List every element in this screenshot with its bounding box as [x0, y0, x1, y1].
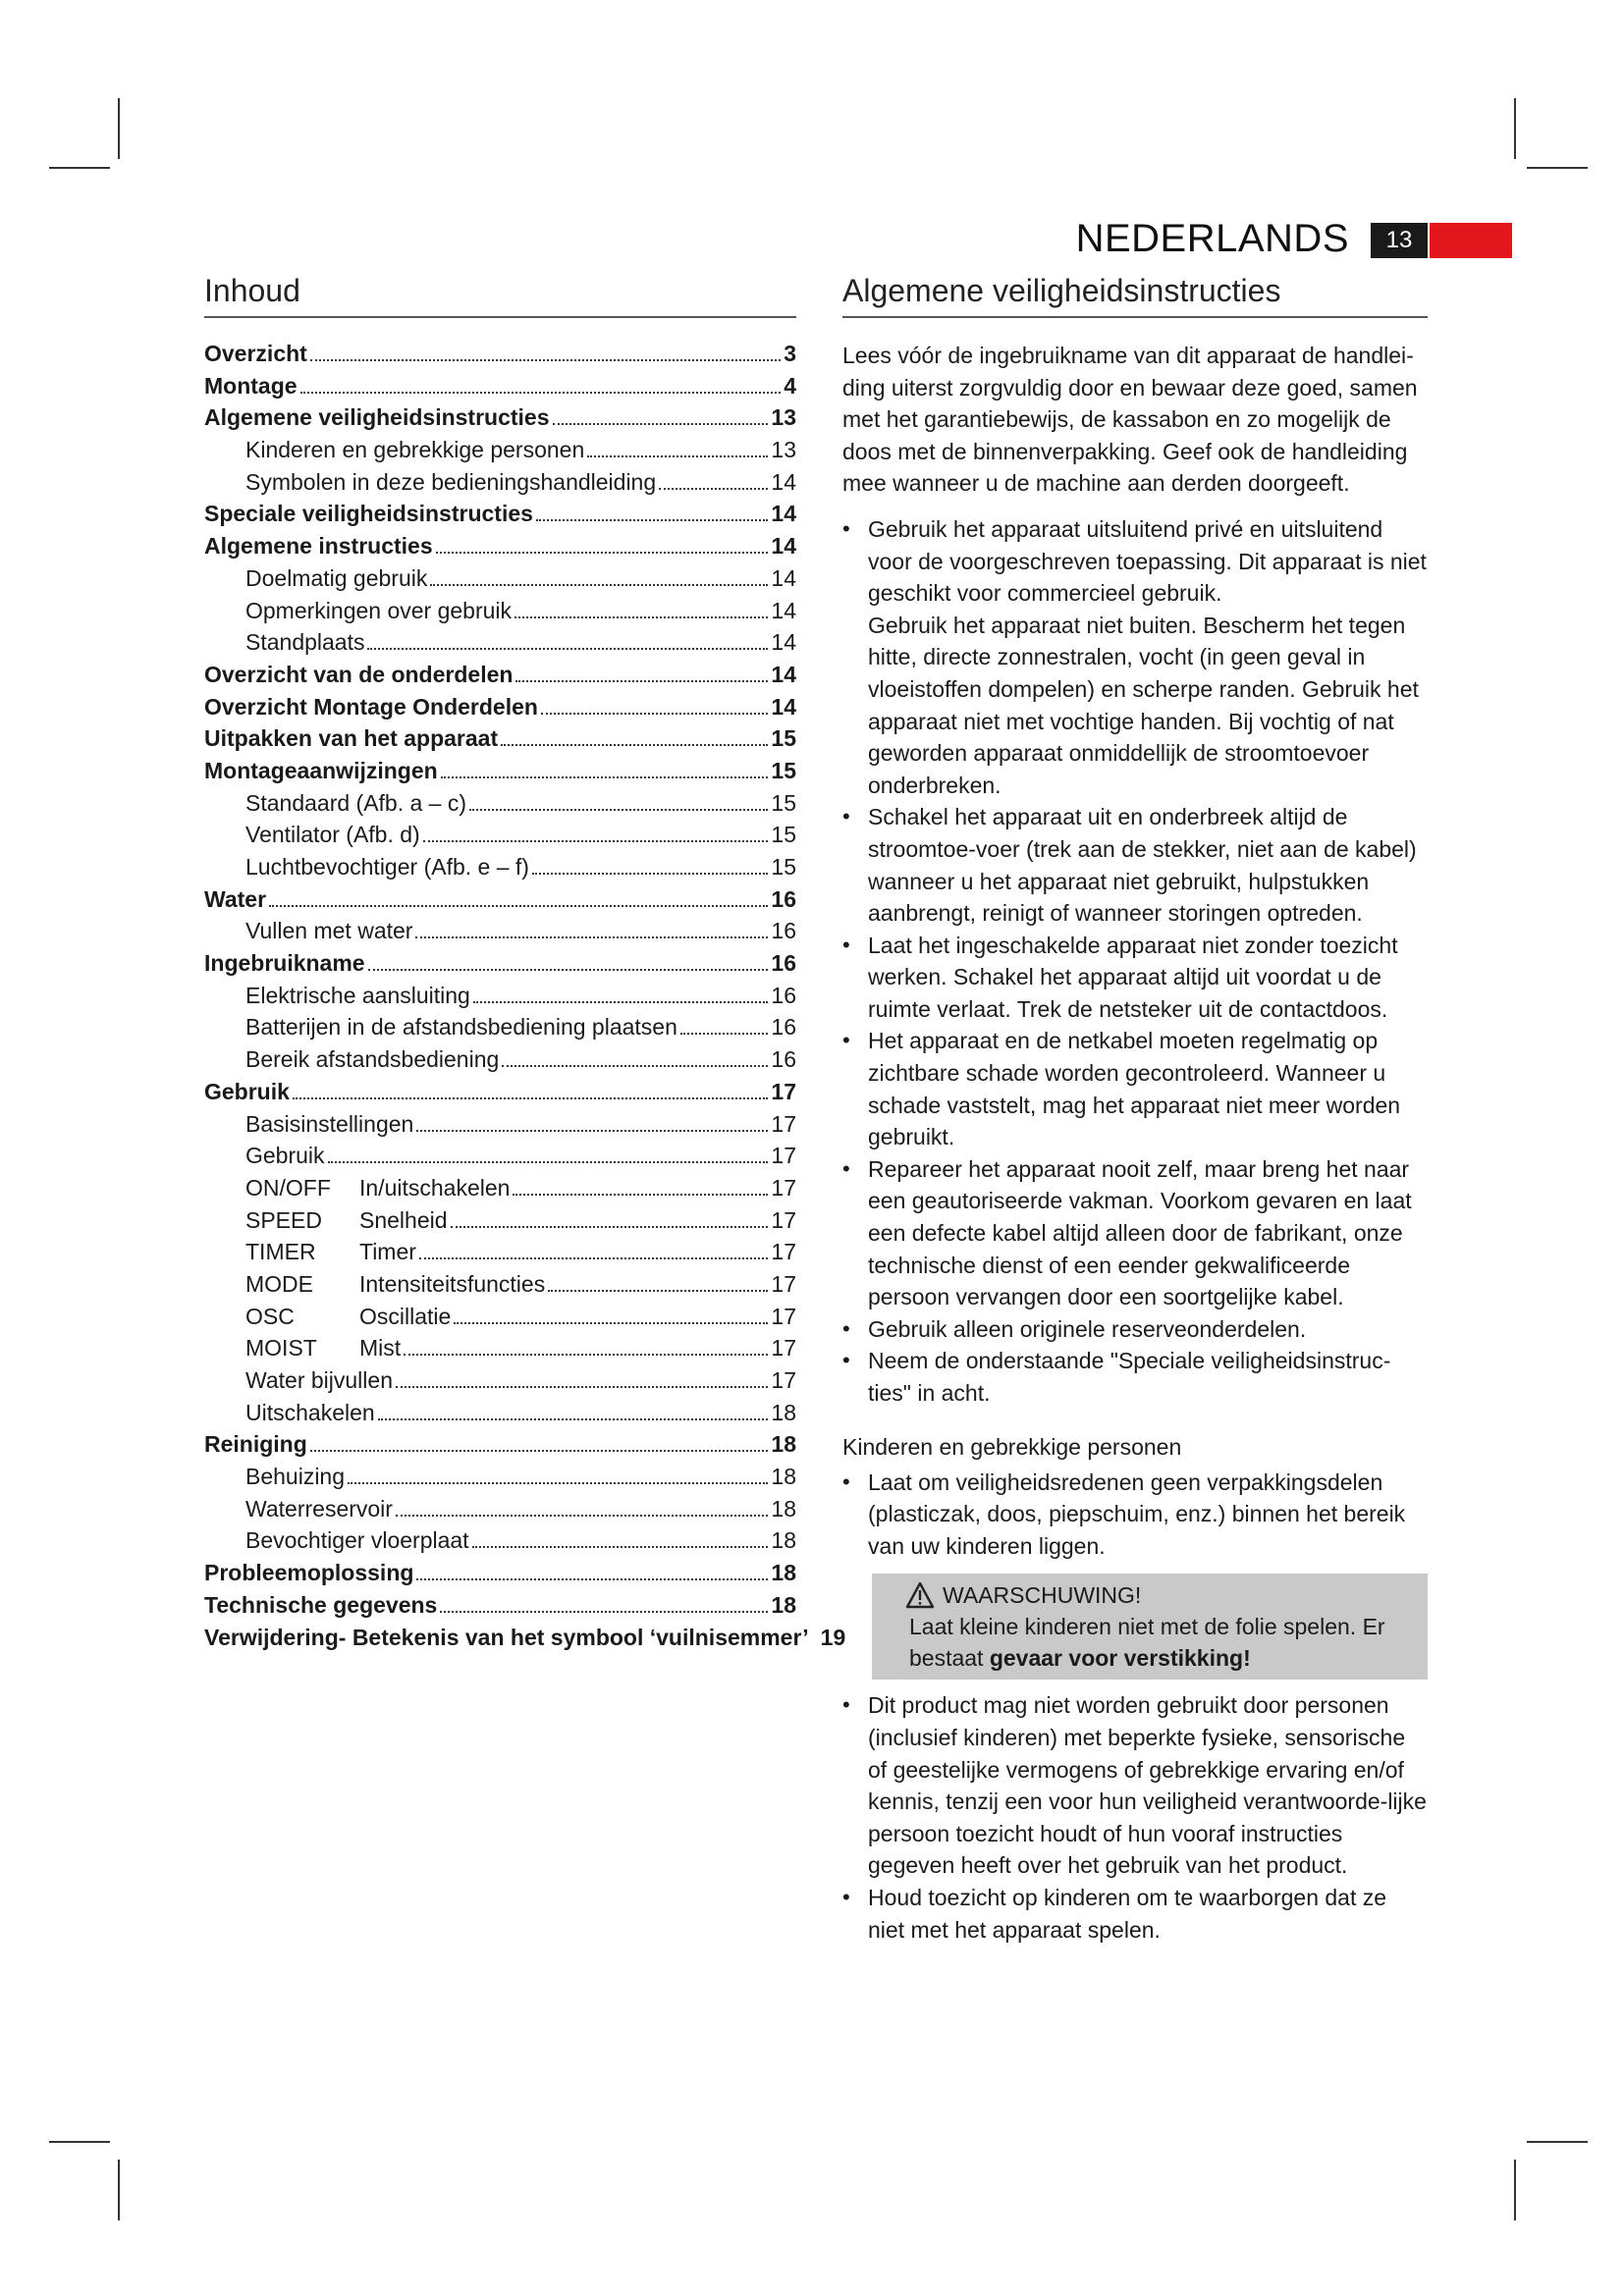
toc-leader: [472, 1546, 769, 1548]
toc-page-number: 18: [771, 1560, 796, 1586]
language-header: [1075, 217, 1512, 261]
toc-entry: [204, 595, 796, 627]
toc-entry-code: ON/OFF: [245, 1174, 331, 1201]
toc-page-number: 3: [784, 341, 796, 366]
toc-leader: [368, 969, 769, 971]
toc-entry: [204, 980, 796, 1012]
toc-leader: [454, 1322, 768, 1324]
toc-page-number: 4: [784, 372, 796, 399]
toc-entry: [204, 1301, 796, 1333]
list-item: • Repareer het apparaat nooit zelf, maar breng het naar een geautoriseerde vakman. Voorkom gevaren en laat een defecte kabel altijd alleen door de fabrikant, onze technische dienst of een eender gekwalificeerde persoon vervangen door een soortgelijke kabel.: [842, 1153, 1428, 1313]
list-item: • Schakel het apparaat uit en onderbreek altijd de stroomtoe-voer (trek aan de stekker, niet aan de kabel) wanneer u het apparaat niet gebruikt, hulpstukken aanbrengt, reinigt of wanneer storingen optreden.: [842, 801, 1428, 929]
toc-leader: [587, 455, 768, 457]
toc-leader: [501, 744, 768, 746]
toc-page-number: 18: [771, 1399, 796, 1425]
toc-entry-label: Overzicht Montage Onderdelen: [204, 693, 538, 720]
toc-page-number: 17: [771, 1303, 796, 1329]
toc-leader: [502, 1065, 768, 1067]
safety-title: Algemene veiligheidsinstructies: [842, 271, 1428, 318]
toc-leader: [310, 1450, 769, 1452]
toc-entry-label: Algemene veiligheidsinstructies: [204, 404, 550, 431]
safety-bullets: [842, 513, 1428, 1410]
toc-page-number: 17: [771, 1078, 796, 1104]
toc-leader: [396, 1515, 768, 1517]
toc-page-number: 17: [771, 1206, 796, 1233]
toc-entry: [204, 1524, 796, 1557]
list-item: • Het apparaat en de netkabel moeten regelmatig op zichtbare schade worden gecontroleerd. Wanneer u schade vaststelt, mag het apparaat niet meer worden gebruikt.: [842, 1025, 1428, 1152]
toc-entry: [204, 1493, 796, 1525]
toc-entry: [204, 659, 796, 691]
list-item: • Neem de onderstaande "Speciale veiligheidsinstruc-ties" in acht.: [842, 1345, 1428, 1409]
toc-entry-label: Opmerkingen over gebruik: [245, 597, 513, 623]
warning-title: WAARSCHUWING!: [905, 1579, 1416, 1611]
toc-entry: [204, 1076, 796, 1108]
toc-leader: [416, 1578, 768, 1580]
toc-page-number: 13: [771, 404, 796, 431]
toc-leader: [348, 1482, 768, 1484]
toc-entry: [204, 1428, 796, 1461]
list-item: • Houd toezicht op kinderen om te waarborgen dat ze niet met het apparaat spelen.: [842, 1882, 1428, 1946]
toc-page-number: 14: [771, 597, 796, 623]
toc-page-number: 17: [771, 1143, 796, 1169]
toc-leader: [404, 1354, 768, 1356]
toc-entry-code: MODE: [245, 1270, 313, 1297]
page-number: 13: [1371, 223, 1428, 258]
toc-leader: [396, 1386, 768, 1388]
toc-entry-label: Gebruik: [245, 1143, 325, 1169]
toc-leader: [513, 1194, 768, 1196]
toc-entry: [204, 915, 796, 947]
toc-entry-label: Montageaanwijzingen: [204, 757, 438, 783]
toc-entry-label: Elektrische aansluiting: [245, 982, 470, 1008]
toc-leader: [328, 1161, 769, 1163]
language-title: NEDERLANDS: [1075, 217, 1349, 260]
warning-box: [872, 1574, 1428, 1680]
warning-text: Laat kleine kinderen niet met de folie spelen. Er bestaat gevaar voor verstikking!: [909, 1614, 1385, 1672]
children-heading: Kinderen en gebrekkige personen: [842, 1433, 1182, 1460]
toc-leader: [423, 840, 769, 842]
toc-entry-label: Technische gegevens: [204, 1591, 438, 1618]
toc-entry-label: Bereik afstandsbediening: [245, 1046, 500, 1073]
toc-entry: [204, 562, 796, 595]
toc-page-number: 18: [771, 1591, 796, 1618]
toc-entry: [204, 338, 796, 370]
toc-entry-code: TIMER: [245, 1239, 316, 1265]
toc-page-number: 16: [771, 1046, 796, 1073]
toc-page-number: 17: [771, 1110, 796, 1137]
toc-page-number: 14: [771, 533, 796, 560]
toc-leader: [515, 680, 768, 682]
toc-entry: [204, 851, 796, 883]
toc-page-number: 15: [771, 725, 796, 752]
toc-entry-label: Symbolen in deze bedieningshandleiding: [245, 468, 657, 495]
toc-leader: [300, 392, 782, 394]
toc-page-number: 16: [771, 982, 796, 1008]
toc-entry-label: Vullen met water: [245, 918, 413, 944]
toc-entry-label: Bevochtiger vloerplaat: [245, 1527, 469, 1554]
crop-mark: [1527, 167, 1588, 169]
toc-page-number: 14: [771, 468, 796, 495]
toc-leader: [451, 1226, 769, 1228]
crop-mark: [1514, 98, 1516, 159]
toc-entry-label: Basisinstellingen: [245, 1110, 414, 1137]
toc-entry-label: Probleemoplossing: [204, 1560, 414, 1586]
toc-entry: [204, 755, 796, 787]
crop-mark: [118, 2160, 120, 2220]
toc-entry: [204, 883, 796, 916]
toc-entry-code: SPEED: [245, 1206, 322, 1233]
toc-entry-label: Uitpakken van het apparaat: [204, 725, 499, 752]
toc-entry-label: Water bijvullen: [245, 1367, 393, 1393]
toc-leader: [269, 905, 768, 907]
toc-entry: [204, 530, 796, 562]
table-of-contents: [204, 271, 846, 1653]
toc-leader: [473, 1001, 769, 1003]
toc-entry-label: Water: [204, 885, 267, 912]
crop-mark: [1514, 2160, 1516, 2220]
list-item: • Laat het ingeschakelde apparaat niet zonder toezicht werken. Schakel het apparaat altijd uit voordat u de ruimte verlaat. Trek de netsteker uit de contactdoos.: [842, 930, 1428, 1026]
toc-entry-label: Algemene instructies: [204, 533, 433, 560]
toc-leader: [378, 1418, 769, 1420]
toc-leader: [367, 648, 768, 650]
toc-page-number: 15: [771, 757, 796, 783]
toc-entry-label: Mist: [359, 1335, 402, 1362]
toc-page-number: 16: [771, 950, 796, 977]
toc-page-number: 14: [771, 693, 796, 720]
toc-entry-label: Uitschakelen: [245, 1399, 375, 1425]
list-item: • Gebruik het apparaat uitsluitend privé en uitsluitend voor de voorgeschreven toepassing. Dit apparaat is niet geschikt voor commercieel gebruik. Gebruik het apparaat niet buiten. Bescherm het tegen hitte, directe zonnestralen, vocht (in geen geval in vloeistoffen dompelen) en scherpe randen. Gebruik het apparaat niet met vochtige handen. Bij vochtig of nat geworden apparaat onmiddellijk de stroomtoevoer onderbreken.: [842, 513, 1428, 801]
toc-page-number: 14: [771, 501, 796, 527]
toc-entry: [204, 1364, 796, 1397]
toc-entry: [204, 1557, 796, 1589]
toc-entry: [204, 1204, 796, 1237]
accent-bar: [1430, 223, 1512, 258]
toc-page-number: 19: [820, 1624, 846, 1650]
toc-leader: [532, 873, 768, 875]
toc-leader: [536, 519, 768, 521]
toc-page-number: 15: [771, 822, 796, 848]
toc-entry: [204, 1108, 796, 1141]
toc-entry: [204, 1172, 796, 1204]
toc-entry-label: Batterijen in de afstandsbediening plaatsen: [245, 1014, 677, 1041]
toc-page-number: 17: [771, 1335, 796, 1362]
toc-entry-label: Standplaats: [245, 629, 365, 656]
crop-mark: [49, 167, 110, 169]
toc-leader: [469, 809, 768, 811]
toc-entry: [204, 1043, 796, 1076]
toc-entry: [204, 1397, 796, 1429]
toc-leader: [293, 1097, 768, 1099]
toc-page-number: 17: [771, 1239, 796, 1265]
toc-page-number: 16: [771, 885, 796, 912]
toc-page-number: 14: [771, 661, 796, 687]
toc-leader: [553, 423, 769, 425]
toc-page-number: 14: [771, 564, 796, 591]
toc-page-number: 16: [771, 918, 796, 944]
list-item: • Laat om veiligheidsredenen geen verpakkingsdelen (plasticzak, doos, piepschuim, enz.) binnen het bereik van uw kinderen liggen.: [842, 1467, 1428, 1563]
toc-entry: [204, 434, 796, 466]
toc-title: Inhoud: [204, 271, 796, 318]
toc-leader: [440, 1611, 768, 1613]
toc-entry: [204, 401, 796, 434]
toc-entry-label: Standaard (Afb. a – c): [245, 789, 467, 816]
toc-leader: [436, 552, 769, 554]
toc-entry-label: Waterreservoir: [245, 1495, 393, 1522]
toc-entry: [204, 1140, 796, 1172]
list-item: • Dit product mag niet worden gebruikt door personen (inclusief kinderen) met beperkte fysieke, sensorische of geestelijke vermogens of gebrekkige ervaring en/of kennis, tenzij een voor hun veiligheid verantwoorde-lijke persoon toezicht houdt of hun vooraf instructies gegeven heeft over het gebruik van het product.: [842, 1689, 1428, 1882]
toc-entry-label: Speciale veiligheidsinstructies: [204, 501, 533, 527]
toc-entry-label: Doelmatig gebruik: [245, 564, 428, 591]
toc-leader: [441, 776, 769, 778]
toc-entry-label: Gebruik: [204, 1078, 290, 1104]
toc-entry-code: OSC: [245, 1303, 295, 1329]
toc-leader: [415, 936, 768, 938]
toc-entry: [204, 1011, 796, 1043]
toc-page-number: 18: [771, 1431, 796, 1458]
toc-entry: [204, 1332, 796, 1364]
toc-leader: [548, 1290, 768, 1292]
toc-entry: [204, 498, 796, 530]
crop-mark: [49, 2141, 110, 2143]
toc-page-number: 16: [771, 1014, 796, 1041]
toc-leader: [419, 1257, 768, 1259]
toc-entry: [204, 1236, 796, 1268]
toc-page-number: 17: [771, 1174, 796, 1201]
toc-entry-label: Oscillatie: [359, 1303, 452, 1329]
toc-leader: [680, 1033, 769, 1035]
toc-entry-label: Snelheid: [359, 1206, 448, 1233]
toc-page-number: 18: [771, 1464, 796, 1490]
toc-entry: [204, 1461, 796, 1493]
toc-leader: [310, 359, 781, 361]
warning-triangle-icon: [905, 1581, 935, 1609]
toc-leader: [416, 1130, 768, 1132]
toc-entry-label: Overzicht van de onderdelen: [204, 661, 514, 687]
toc-entry: [204, 691, 796, 723]
toc-entry-label: In/uitschakelen: [359, 1174, 511, 1201]
toc-entry-label: Luchtbevochtiger (Afb. e – f): [245, 854, 529, 880]
toc-entry: [204, 370, 796, 402]
toc-page-number: 18: [771, 1495, 796, 1522]
toc-entry: [204, 626, 796, 659]
children-bullets: [842, 1467, 1428, 1563]
toc-entry: [204, 466, 796, 499]
toc-entry-label: Verwijdering- Betekenis van het symbool ‘vuilnisemmer’: [204, 1624, 809, 1650]
toc-entry-label: Overzicht: [204, 341, 307, 366]
toc-leader: [659, 488, 768, 490]
list-item: • Gebruik alleen originele reserveonderdelen.: [842, 1313, 1428, 1346]
toc-entry-label: Ingebruikname: [204, 950, 365, 977]
toc-entry: [204, 1622, 846, 1654]
toc-entry-label: Intensiteitsfuncties: [359, 1270, 546, 1297]
toc-page-number: 15: [771, 854, 796, 880]
toc-leader: [430, 584, 768, 586]
toc-entry-code: MOIST: [245, 1335, 317, 1362]
toc-entry-label: Timer: [359, 1239, 416, 1265]
toc-entry-label: Ventilator (Afb. d): [245, 822, 420, 848]
toc-page-number: 13: [771, 437, 796, 463]
safety-intro: Lees vóór de ingebruikname van dit apparaat de handlei-ding uiterst zorgvuldig door en bewaar deze goed, samen met het garantiebewijs, de kassabon en zo mogelijk de doos met de binnenverpakking. Geef ook de handleiding mee wanneer u de machine aan derden doorgeeft.: [842, 343, 1418, 497]
toc-page-number: 17: [771, 1270, 796, 1297]
safety-section: [842, 271, 1428, 1946]
toc-page-number: 15: [771, 789, 796, 816]
crop-mark: [1527, 2141, 1588, 2143]
toc-leader: [514, 616, 768, 618]
toc-entry-label: Montage: [204, 372, 298, 399]
toc-entry: [204, 722, 796, 755]
toc-entry: [204, 1589, 796, 1622]
toc-entry-label: Kinderen en gebrekkige personen: [245, 437, 585, 463]
toc-entry: [204, 947, 796, 980]
children-bullets-after: [842, 1689, 1428, 1946]
toc-page-number: 18: [771, 1527, 796, 1554]
toc-entry: [204, 787, 796, 820]
toc-entry-label: Behuizing: [245, 1464, 346, 1490]
toc-list: [204, 338, 846, 1653]
toc-leader: [541, 713, 768, 715]
crop-mark: [118, 98, 120, 159]
toc-page-number: 14: [771, 629, 796, 656]
toc-entry: [204, 819, 796, 851]
toc-entry: [204, 1268, 796, 1301]
toc-entry-label: Reiniging: [204, 1431, 307, 1458]
toc-page-number: 17: [771, 1367, 796, 1393]
